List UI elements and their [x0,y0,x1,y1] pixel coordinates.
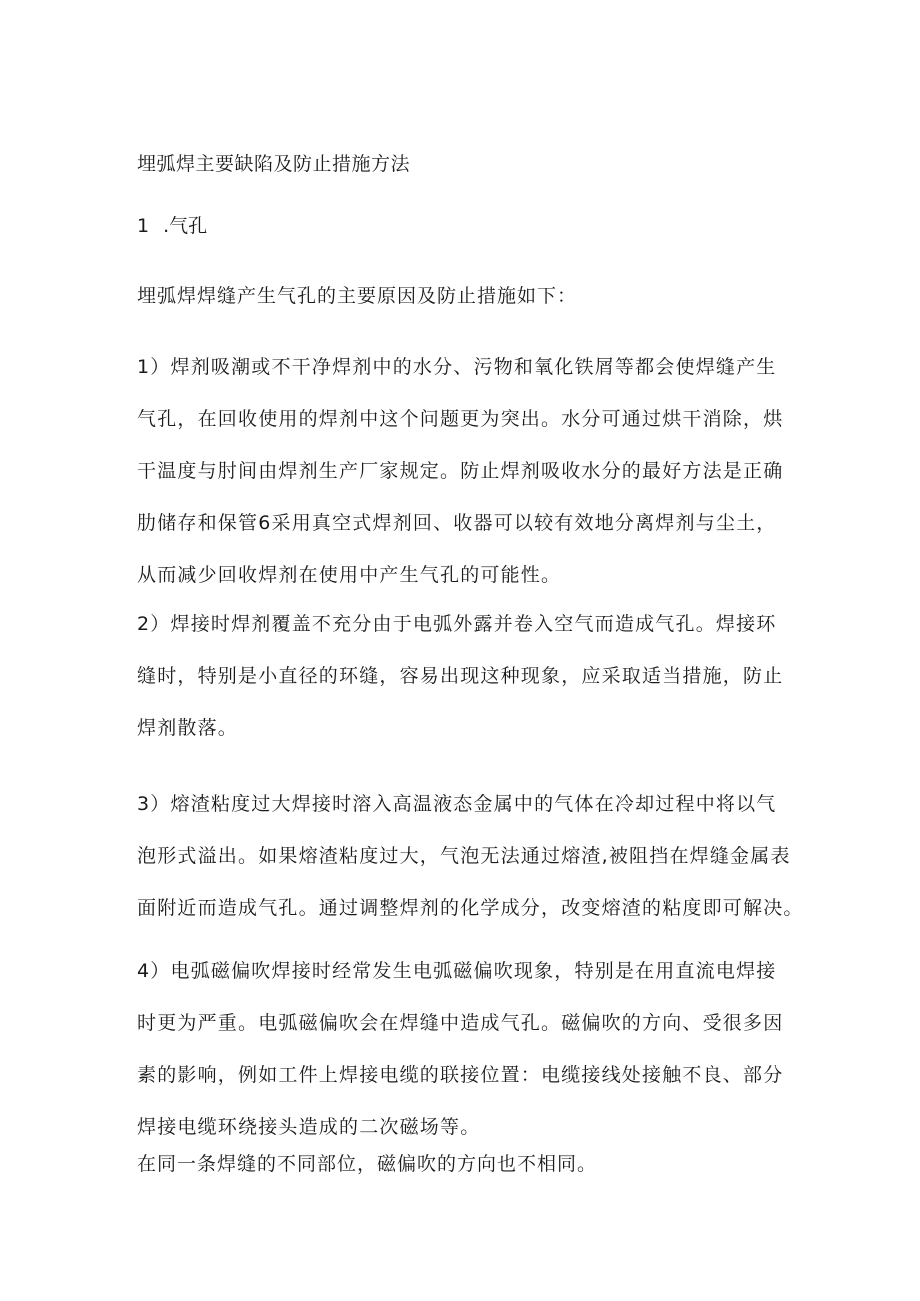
intro-paragraph: 埋弧焊焊缝产生气孔的主要原因及防止措施如下： [137,285,578,307]
paragraph-line: 面附近而造成气孔。通过调整焊剂的化学成分，改变熔渣的粘度即可解决。 [137,897,804,919]
section-label: .气孔 [163,215,208,237]
paragraph-1 [137,341,797,601]
paragraph-line: 泡形式溢出。如果熔渣粘度过大，气泡无法通过熔渣,被阻挡在焊缝金属表 [137,845,791,867]
paragraph-2 [137,598,797,754]
paragraph-line: 3）熔渣粘度过大焊接时溶入高温液态金属中的气体在冷却过程中将以气 [137,793,777,815]
paragraph-line: 从而减少回收焊剂在使用中产生气孔的可能性。 [137,564,562,586]
paragraph-line: 4）电弧磁偏吹焊接时经常发生电弧磁偏吹现象，特别是在用直流电焊接 [137,960,777,982]
section-heading [137,212,207,240]
closing-paragraph: 在同一条焊缝的不同部位，磁偏吹的方向也不相同。 [137,1153,598,1175]
document-title: 埋弧焊主要缺陷及防止措施方法 [137,153,411,175]
paragraph-line: 2）焊接时焊剂覆盖不充分由于电弧外露并卷入空气而造成气孔。焊接环 [137,613,777,635]
paragraph-line: 时更为严重。电弧磁偏吹会在焊缝中造成气孔。磁偏吹的方向、受很多因 [137,1012,784,1034]
paragraph-3 [137,778,804,934]
paragraph-line: 焊剂散落。 [137,717,239,739]
paragraph-line: 焊接电缆环绕接头造成的二次磁场等。 [137,1116,481,1138]
paragraph-4 [137,945,797,1153]
paragraph-line: 缝时，特别是小直径的环缝，容易出现这种现象，应采取适当措施，防止 [137,665,784,687]
paragraph-line: 干温度与肘间由焊剂生产厂家规定。防止焊剂吸收水分的最好方法是正确 [137,460,784,482]
paragraph-line: 素的影响，例如工件上焊接电缆的联接位置：电缆接线处接触不良、部分 [137,1064,784,1086]
paragraph-line: 肋储存和保管6采用真空式焊剂回、收器可以较有效地分离焊剂与尘土， [137,512,777,534]
paragraph-line: 气孔，在回收使用的焊剂中这个问题更为突出。水分可通过烘干消除，烘 [137,408,784,430]
section-number: 1 [137,215,150,237]
paragraph-line: 1）焊剂吸潮或不干净焊剂中的水分、污物和氧化铁屑等都会使焊缝产生 [137,356,777,378]
